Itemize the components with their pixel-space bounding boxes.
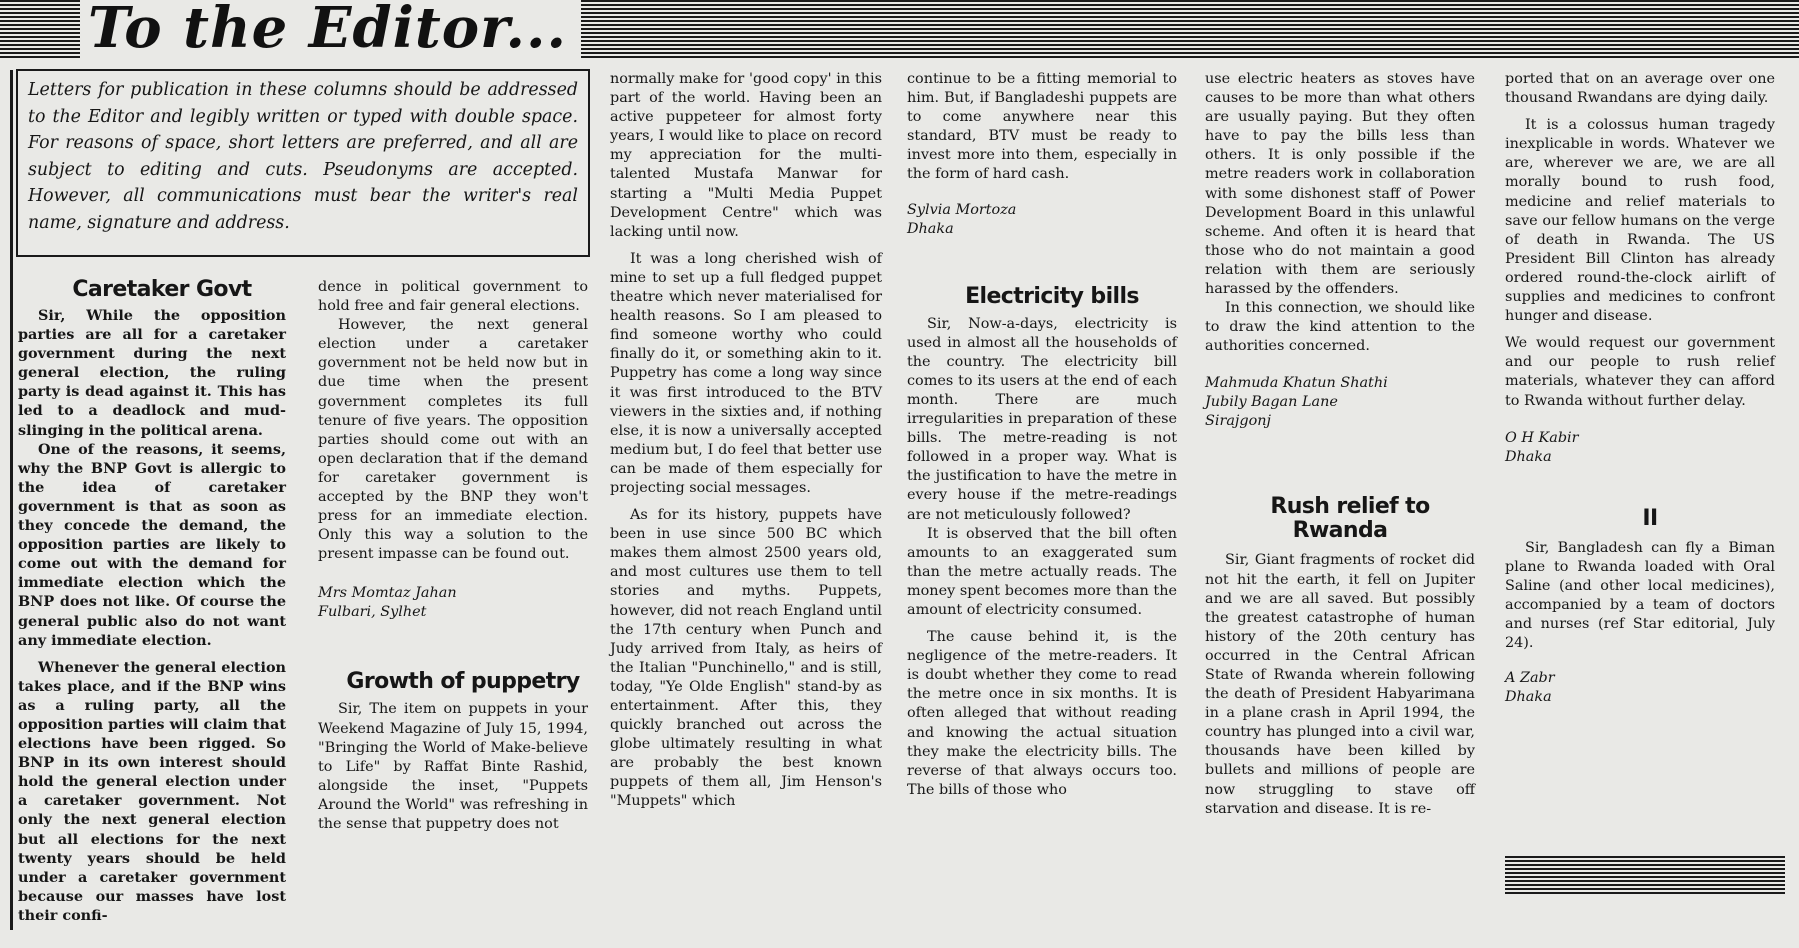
electricity-paragraph-2: It is observed that the bill often amounts to an exaggerated sum than the metre actually reads. The money spent becomes more than the amount of electricity consumed. (907, 525, 1177, 618)
rwanda-paragraph-3: It is a colossus human tragedy inexplicable in words. Whatever we are, wherever we are, we are all morally bound to rush food, medicine and relief materials to save our fellow humans on the verge of death in Rwanda. The US President Bill Clinton has already ordered round-the-clock airlift of supplies and medicines to confront hunger and disease. (1505, 117, 1775, 325)
column-electricity (907, 70, 1177, 800)
electricity-signature (1205, 374, 1475, 431)
headline-rwanda-ii: II (1642, 505, 1658, 531)
caretaker-paragraph-1: Sir, While the opposition parties are all for a caretaker government during the next general election, the ruling party is dead against it. This has led to a deadlock and mud-slinging in the political arena. (18, 307, 286, 439)
rwanda-ii-signature-place: Dhaka (1505, 689, 1552, 706)
caretaker-signature (318, 584, 588, 622)
electricity-paragraph-3: The cause behind it, is the negligence of the metre-readers. It is doubt whether they come to read the metre once in six months. It is often alleged that without reading and knowing the actual situation they make the electricity bills. The reverse of that always occurs too. The bills of those who (907, 629, 1177, 798)
rwanda-paragraph-1: Sir, Giant fragments of rocket did not hit the earth, it fell on Jupiter and we are all saved. But possibly the greatest catastrophe of human history of the 20th century has occurred in the Central African State of Rwanda wherein following the death of President Habyarimana in a plane crash in April 1994, the country has plunged into a civil war, thousands have been killed by bullets and millions of people are now struggling to stave off starvation and disease. It is re- (1205, 552, 1475, 817)
headline-rwanda: Rush relief to Rwanda (1270, 494, 1430, 544)
rwanda-ii-signature-name: A Zabr (1505, 670, 1555, 687)
electricity-paragraph-4: use electric heaters as stoves have causes to be more than what others are usually paying. But they often have to pay the bills less than others. It is only possible if the metre readers work in collaboration with some dishonest staff of Power Development Board in this unlawful scheme. And often it is heard that those who do not maintain a good relation with them are seriously harassed by the offenders. (1205, 71, 1475, 298)
rwanda-signature (1505, 429, 1775, 467)
masthead-band (0, 0, 1799, 60)
rwanda-signature-place: Dhaka (1505, 448, 1552, 465)
puppetry-paragraph-1: Sir, The item on puppets in your Weekend Magazine of July 15, 1994, "Bringing the World of Make-believe to Life" by Raffat Binte Rashid, alongside the inset, "Puppets Around the World" was refreshing in the sense that puppetry does not (318, 701, 588, 832)
puppetry-paragraph-5: continue to be a fitting memorial to him. But, if Bangladeshi puppets are to come anywhere near this standard, BTV must be ready to invest more into them, especially in the form of hard cash. (907, 71, 1177, 183)
caretaker-paragraph-4: dence in political government to hold free and fair general elections. (318, 279, 588, 315)
headline-caretaker: Caretaker Govt (72, 277, 252, 302)
column-rwanda-continued (1505, 70, 1775, 707)
bottom-hatch-band (1505, 856, 1785, 896)
headline-puppetry: Growth of puppetry (346, 669, 580, 695)
puppetry-signature-place: Dhaka (907, 220, 954, 237)
electricity-paragraph-1: Sir, Now-a-days, electricity is used in almost all the households of the country. The electricity bill comes to its users at the end of each month. There are much irregularities in preparation of these bills. The metre-reading is not followed in a proper way. What is the justification to have the metre in every house if the metre-readings are not meticulously followed? (907, 315, 1177, 523)
rwanda-ii-signature (1505, 669, 1775, 707)
caretaker-paragraph-3: Whenever the general election takes place, and if the BNP wins as a ruling party, all the opposition parties will claim that elections have been rigged. So BNP in its own interest should hold the general election under a caretaker government. Not only the next general election but all elections for the next twenty years should be held under a caretaker government because our masses have lost their confi- (18, 658, 286, 924)
caretaker-signature-name: Mrs Momtaz Jahan (318, 585, 457, 602)
caretaker-paragraph-5: However, the next general election under a caretaker government not be held now but in due time when the present government completes its full tenure of five years. The opposition parties should come out with an open declaration that if the demand for caretaker government is accepted by the BNP they won't press for an immediate election. Only this way a solution to the present impasse can be found out. (318, 317, 588, 563)
puppetry-signature-name: Sylvia Mortoza (907, 201, 1017, 218)
puppetry-signature (907, 201, 1177, 239)
electricity-signature-name: Mahmuda Khatun Shathi (1205, 375, 1388, 392)
electricity-paragraph-5: In this connection, we should like to draw the kind attention to the authorities concerned. (1205, 300, 1475, 355)
puppetry-paragraph-3: It was a long cherished wish of mine to set up a full fledged puppet theatre which never materialised for health reasons. So I am pleased to find someone worthy who could finally do it, or something akin to it. Puppetry has come a long way since it was first introduced to the BTV viewers in the sixties and, if nothing else, it is now a universally accepted medium but, I do feel that better use can be made of them especially for projecting social messages. (610, 250, 882, 496)
column-puppetry (610, 70, 882, 812)
column-rwanda (1205, 70, 1475, 819)
column-caretaker-right (318, 278, 588, 834)
puppetry-paragraph-2: normally make for 'good copy' in this part of the world. Having been an active puppeteer for almost forty years, I would like to place on record my appreciation for the multi-talented Mustafa Manwar for starting a "Multi Media Puppet Development Centre" which was lacking until now. (610, 71, 882, 240)
rwanda-paragraph-4: We would request our government and our people to rush relief materials, whatever they can afford to Rwanda without further delay. (1505, 335, 1775, 409)
masthead-title: To the Editor... (80, 0, 581, 60)
electricity-signature-line2: Jubily Bagan Lane (1205, 394, 1338, 411)
editor-notice-box: Letters for publication in these columns should be addressed to the Editor and legibly written or typed with double space. For reasons of space, short letters are preferred, and all are subject to editing and cuts. Pseudonyms are accepted. However, all communications must bear the writer's real name, signature and address. (16, 69, 590, 257)
caretaker-signature-place: Fulbari, Sylhet (318, 604, 427, 621)
puppetry-paragraph-4: As for its history, puppets have been in use since 500 BC which makes them almost 2500 years old, and most cultures use them to tell stories and myths. Puppets, however, did not reach England until the 17th century when Punch and Judy arrived from Italy, as heirs of the Italian "Punchinello," and is still, today, "Ye Olde English" stand-by as entertainment. After this, they quickly branched out across the globe ultimately resulting in what are probably the best known puppets of them all, Jim Henson's "Muppets" which (610, 507, 882, 810)
column-caretaker-left (18, 278, 286, 925)
caretaker-paragraph-2: One of the reasons, it seems, why the BNP Govt is allergic to the idea of caretaker government is that as soon as they concede the demand, the opposition parties are likely to come out with the demand for immediate election which the BNP does not like. Of course the general public also do not want any immediate election. (18, 440, 286, 649)
rwanda-ii-paragraph-1: Sir, Bangladesh can fly a Biman plane to Rwanda loaded with Oral Saline (and other local medicines), accompanied by a team of doctors and nurses (ref Star editorial, July 24). (1505, 539, 1775, 652)
rwanda-signature-name: O H Kabir (1505, 429, 1579, 446)
rwanda-paragraph-2: ported that on an average over one thousand Rwandans are dying daily. (1505, 71, 1775, 107)
headline-electricity: Electricity bills (965, 283, 1139, 309)
electricity-signature-place: Sirajgonj (1205, 413, 1271, 430)
left-rule (10, 70, 13, 930)
